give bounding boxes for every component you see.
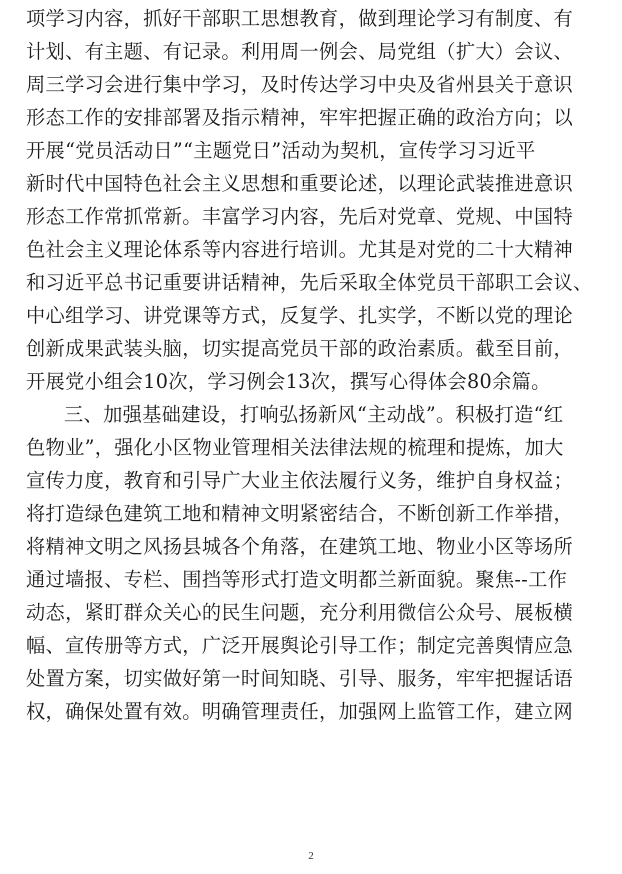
text-line: 和习近平总书记重要讲话精神，先后采取全体党员干部职工会议、 — [26, 271, 593, 294]
text-line: 新时代中国特色社会主义思想和重要论述，以理论武装推进意识 — [26, 172, 574, 195]
section-heading-line: 三、加强基础建设，打响弘扬新风“主动战”。积极打造“红 — [64, 403, 564, 426]
text-line: 形态工作常抓常新。丰富学习内容，先后对党章、党规、中国特 — [26, 205, 574, 228]
text-line: 幅、宣传册等方式，广泛开展舆论引导工作；制定完善舆情应急 — [26, 634, 574, 657]
text-line: 色社会主义理论体系等内容进行培训。尤其是对党的二十大精神 — [26, 238, 574, 261]
text-line: 形态工作的安排部署及指示精神，牢牢把握正确的政治方向；以 — [26, 106, 574, 129]
text-line: 通过墙报、专栏、围挡等形式打造文明都兰新面貌。聚焦--工作 — [26, 568, 568, 591]
text-line: 宣传力度，教育和引导广大业主依法履行义务，维护自身权益； — [26, 469, 574, 492]
text-line: 将精神文明之风扬县城各个角落，在建筑工地、物业小区等场所 — [26, 535, 574, 558]
text-line: 开展“党员活动日”“主题党日”活动为契机，宣传学习习近平 — [26, 139, 536, 162]
text-line: 色物业”，强化小区物业管理相关法律法规的梳理和提炼，加大 — [26, 436, 564, 459]
text-line: 中心组学习、讲党课等方式，反复学、扎实学，不断以党的理论 — [26, 304, 574, 327]
text-line: 创新成果武装头脑，切实提高党员干部的政治素质。截至目前， — [26, 337, 574, 360]
text-line: 项学习内容，抓好干部职工思想教育，做到理论学习有制度、有 — [26, 7, 574, 30]
text-line: 动态，紧盯群众关心的民生问题，充分利用微信公众号、展板横 — [26, 601, 574, 624]
text-line: 处置方案，切实做好第一时间知晓、引导、服务，牢牢把握话语 — [26, 667, 574, 690]
text-line: 开展党小组会10次，学习例会13次，撰写心得体会80余篇。 — [26, 370, 551, 393]
text-line: 权，确保处置有效。明确管理责任，加强网上监管工作，建立网 — [26, 700, 574, 723]
text-line: 计划、有主题、有记录。利用周一例会、局党组（扩大）会议、 — [26, 40, 574, 63]
text-line: 将打造绿色建筑工地和精神文明紧密结合，不断创新工作举措， — [26, 502, 574, 525]
page-number: 2 — [308, 850, 314, 862]
text-line: 周三学习会进行集中学习，及时传达学习中央及省州县关于意识 — [26, 73, 574, 96]
